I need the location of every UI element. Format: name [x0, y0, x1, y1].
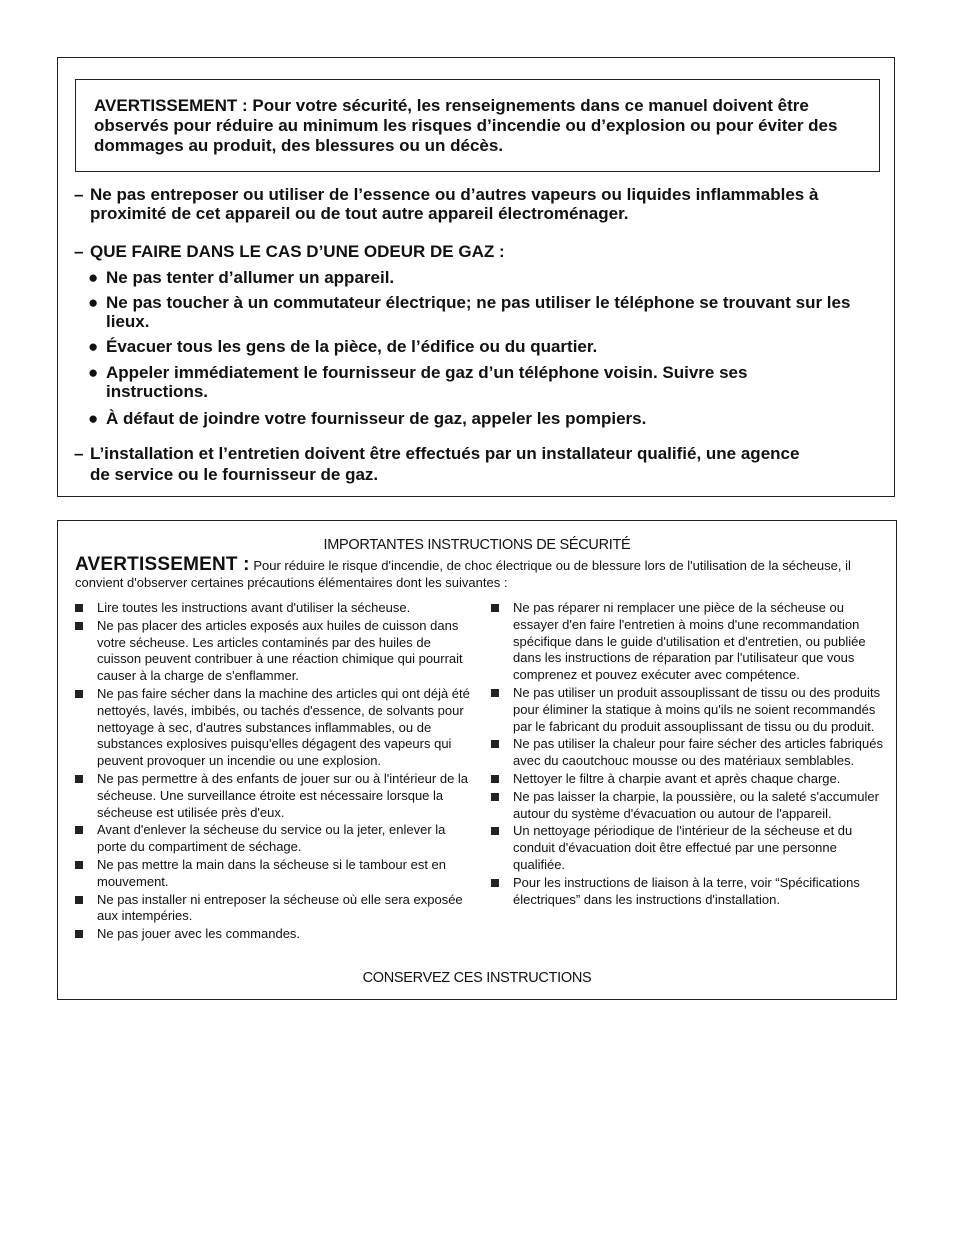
safety-warning — [75, 556, 865, 591]
list-item — [490, 875, 890, 909]
gas-bullet-text: Ne pas toucher à un commutateur électrique; ne pas utiliser le téléphone se trouvant sur les lieux. — [106, 293, 851, 331]
list-item-text: Nettoyer le filtre à charpie avant et après chaque charge. — [513, 770, 841, 786]
safety-warning-text: Pour réduire le risque d'incendie, de choc électrique ou de blessure lors de l'utilisation de la sécheuse, il convient d'observer certaines précautions élémentaires dont les suivantes : — [75, 558, 851, 590]
square-bullet-icon — [75, 604, 83, 612]
list-item — [490, 771, 890, 788]
gas-bullet-item — [88, 337, 868, 356]
square-bullet-icon — [75, 690, 83, 698]
list-item-text: Ne pas placer des articles exposés aux huiles de cuisson dans votre sécheuse. Les articles contaminés par des huiles de cuisson peuvent contribuer à une réaction chimique qui pourrait causer à la charge de s'enflammer. — [97, 617, 463, 684]
square-bullet-icon — [75, 775, 83, 783]
bullet-marker: ● — [88, 363, 99, 382]
gasoline-warning-text: Ne pas entreposer ou utiliser de l’essence ou d’autres vapeurs ou liquides inflammables à proximité de cet appareil ou de tout autre appareil électroménager. — [90, 185, 819, 223]
bullet-marker: ● — [88, 293, 99, 312]
gas-odor-heading — [74, 242, 864, 261]
list-item-text: Un nettoyage périodique de l'intérieur de la sécheuse et du conduit d'évacuation doit être effectué par une personne qualifiée. — [513, 823, 853, 872]
list-item-text: Ne pas réparer ni remplacer une pièce de la sécheuse ou essayer d'en faire l'entretien à moins d'une recommandation spécifique dans le guide d'utilisation et d'entretien, ou publiée dans les instructions de réparation par l'utilisateur que vous comprenez et pouvez exécuter avec compétence. — [513, 600, 866, 683]
square-bullet-icon — [491, 740, 499, 748]
gas-bullet-text: Ne pas tenter d’allumer un appareil. — [106, 268, 395, 287]
list-item — [74, 686, 474, 770]
gas-bullet-text: Évacuer tous les gens de la pièce, de l’édifice ou du quartier. — [106, 337, 598, 356]
inner-warning-text: AVERTISSEMENT : Pour votre sécurité, les renseignements dans ce manuel doivent être observés pour réduire au minimum les risques d’incendie ou d’explosion ou pour éviter des dommages au produit, des blessures ou un décès. — [94, 96, 838, 155]
installation-warning-text: L’installation et l’entretien doivent être effectués par un installateur qualifié, une agence de service ou le fournisseur de gaz. — [90, 444, 800, 484]
square-bullet-icon — [75, 861, 83, 869]
list-item — [74, 600, 474, 617]
list-item — [490, 685, 890, 735]
square-bullet-icon — [75, 622, 83, 630]
list-item-text: Ne pas installer ni entreposer la sécheuse où elle sera exposée aux intempéries. — [97, 891, 463, 924]
gas-odor-heading-text: QUE FAIRE DANS LE CAS D’UNE ODEUR DE GAZ : — [90, 242, 505, 261]
left-instructions-column — [74, 600, 474, 944]
gas-bullet-item — [88, 293, 868, 331]
list-item-text: Ne pas jouer avec les commandes. — [97, 926, 301, 942]
gas-bullet-item — [88, 363, 828, 401]
square-bullet-icon — [75, 896, 83, 904]
list-item — [74, 926, 474, 943]
list-item — [74, 892, 474, 926]
gasoline-warning — [74, 185, 864, 223]
list-item-text: Ne pas utiliser la chaleur pour faire sécher des articles fabriqués avec du caoutchouc mousse ou des matériaux semblables. — [513, 736, 883, 769]
gas-bullet-item — [88, 409, 868, 428]
safety-title: IMPORTANTES INSTRUCTIONS DE SÉCURITÉ — [323, 537, 631, 553]
list-item — [74, 771, 474, 821]
square-bullet-icon — [491, 604, 499, 612]
square-bullet-icon — [75, 826, 83, 834]
safety-footer: CONSERVEZ CES INSTRUCTIONS — [362, 970, 592, 986]
bullet-marker: ● — [88, 337, 99, 356]
list-item — [74, 822, 474, 856]
right-instructions-column — [490, 600, 890, 909]
gas-bullet-item — [88, 268, 868, 287]
square-bullet-icon — [491, 827, 499, 835]
list-item-text: Ne pas mettre la main dans la sécheuse si le tambour est en mouvement. — [97, 856, 447, 889]
list-item-text: Ne pas permettre à des enfants de jouer sur ou à l'intérieur de la sécheuse. Une surveillance étroite est nécessaire lorsque la sécheuse est utilisée près d'eux. — [97, 770, 469, 820]
safety-warning-label: AVERTISSEMENT : — [75, 554, 250, 575]
safety-instructions-box — [57, 520, 897, 1000]
inner-warning-box — [75, 79, 880, 172]
list-item-text: Ne pas faire sécher dans la machine des articles qui ont déjà été nettoyés, lavés, imbibés, ou tachés d'essence, de solvants pour nettoyage à sec, d'autres substances inflammables, ou de substances explosives puisqu'elles dégagent des vapeurs qui peuvent provoquer un incendie ou une explosion. — [97, 685, 470, 769]
list-item — [490, 823, 890, 873]
list-item-text: Ne pas laisser la charpie, la poussière, ou la saleté s'accumuler autour du système d'évacuation ou autour de l'appareil. — [513, 788, 879, 821]
list-item — [490, 789, 890, 823]
list-item-text: Ne pas utiliser un produit assouplissant de tissu ou des produits pour éliminer la statique à moins qu'ils ne soient recommandés par le fabricant du produit assouplissant de tissu ou du produit. — [513, 684, 881, 734]
list-item-text: Pour les instructions de liaison à la terre, voir “Spécifications électriques” dans les instructions d'installation. — [513, 874, 860, 907]
list-item — [74, 618, 474, 685]
list-item-text: Lire toutes les instructions avant d'utiliser la sécheuse. — [97, 600, 411, 615]
square-bullet-icon — [491, 775, 499, 783]
bullet-marker: ● — [88, 268, 99, 287]
gas-warning-box — [57, 57, 895, 497]
gas-bullet-text: Appeler immédiatement le fournisseur de gaz d’un téléphone voisin. Suivre ses instructions. — [106, 363, 748, 401]
list-item — [490, 736, 890, 770]
square-bullet-icon — [491, 689, 499, 697]
square-bullet-icon — [491, 793, 499, 801]
installation-warning — [74, 443, 814, 485]
gas-bullet-text: À défaut de joindre votre fournisseur de gaz, appeler les pompiers. — [106, 409, 647, 428]
list-item — [490, 600, 890, 684]
bullet-marker: ● — [88, 409, 99, 428]
dash-marker: – — [74, 242, 84, 261]
dash-marker: – — [74, 444, 84, 463]
list-item — [74, 857, 474, 891]
square-bullet-icon — [75, 930, 83, 938]
list-item-text: Avant d'enlever la sécheuse du service ou la jeter, enlever la porte du compartiment de séchage. — [97, 822, 446, 855]
dash-marker: – — [74, 185, 84, 204]
square-bullet-icon — [491, 879, 499, 887]
